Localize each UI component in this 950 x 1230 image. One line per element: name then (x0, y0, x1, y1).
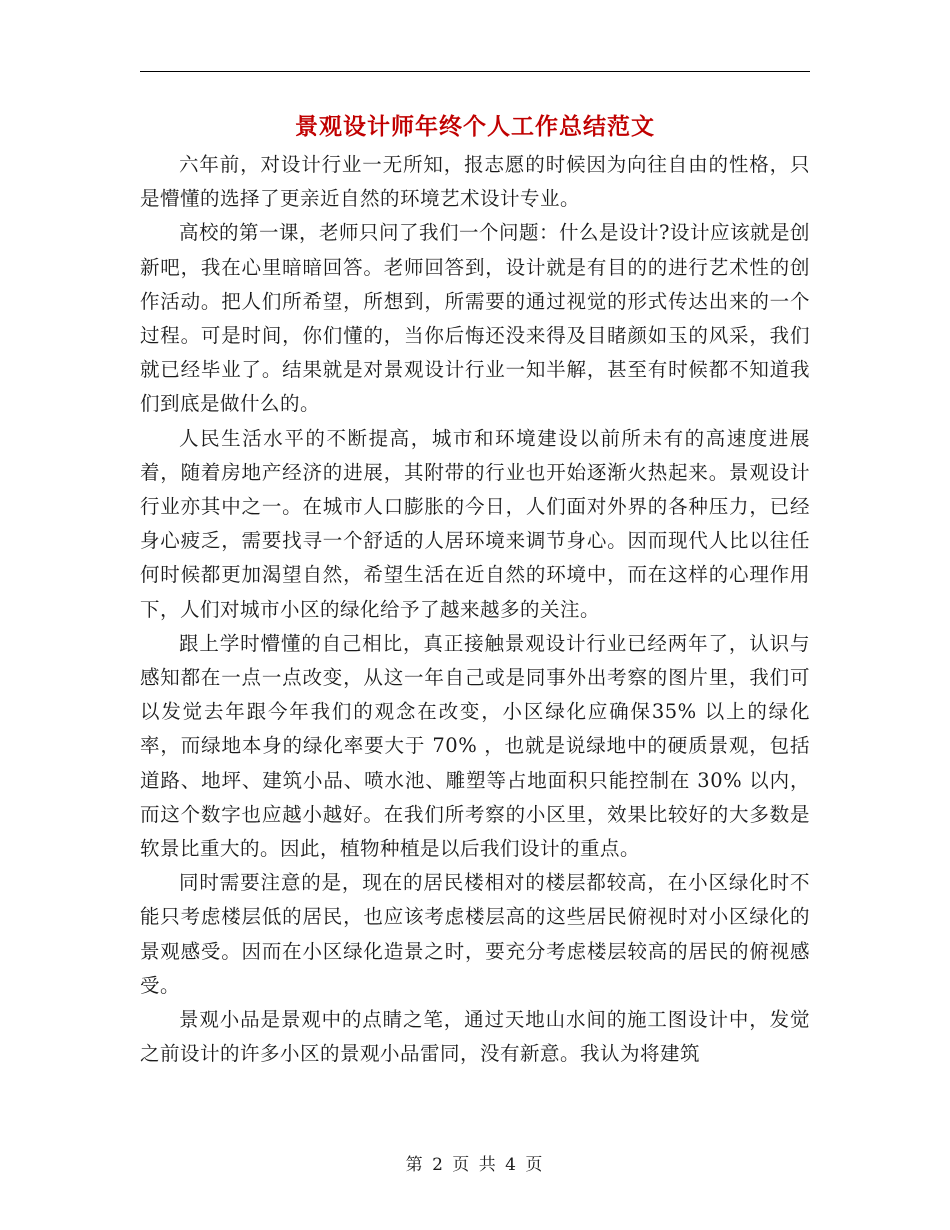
page-footer: 第 2 页 共 4 页 (405, 1155, 545, 1175)
paragraph: 跟上学时懵懂的自己相比，真正接触景观设计行业已经两年了，认识与感知都在一点一点改变，从这一年自己或是同事外出考察的图片里，我们可以发觉去年跟今年我们的观念在改变，小区绿化应确保35% 以上的绿化率，而绿地本身的绿化率要大于 70% ，也就是说绿地中的硬质景观，包括道路、地坪、建筑小品、喷水池、雕塑等占地面积只能控制在 30% 以内，而这个数字也应越小越好。在我们所考察的小区里，效果比较好的大多数是软景比重大的。因此，植物种植是以后我们设计的重点。 (140, 631, 810, 861)
paragraph: 景观小品是景观中的点睛之笔，通过天地山水间的施工图设计中，发觉之前设计的许多小区的景观小品雷同，没有新意。我认为将建筑 (140, 1008, 810, 1066)
paragraph: 高校的第一课，老师只问了我们一个问题：什么是设计?设计应该就是创新吧，我在心里暗暗回答。老师回答到，设计就是有目的的进行艺术性的创作活动。把人们所希望，所想到，所需要的通过视觉的形式传达出来的一个过程。可是时间，你们懂的，当你后悔还没来得及目睹颜如玉的风采，我们就已经毕业了。结果就是对景观设计行业一知半解，甚至有时候都不知道我们到底是做什么的。 (140, 221, 810, 416)
document-title: 景观设计师年终个人工作总结范文 (295, 113, 655, 140)
paragraph: 六年前，对设计行业一无所知，报志愿的时候因为向往自由的性格，只是懵懂的选择了更亲近自然的环境艺术设计专业。 (140, 153, 810, 211)
document-body (140, 148, 810, 1071)
header-rule (140, 71, 810, 72)
paragraph: 同时需要注意的是，现在的居民楼相对的楼层都较高，在小区绿化时不能只考虑楼层低的居民，也应该考虑楼层高的这些居民俯视时对小区绿化的景观感受。因而在小区绿化造景之时，要充分考虑楼层较高的居民的俯视感受。 (140, 871, 810, 997)
paragraph: 人民生活水平的不断提高，城市和环境建设以前所未有的高速度进展着，随着房地产经济的进展，其附带的行业也开始逐渐火热起来。景观设计行业亦其中之一。在城市人口膨胀的今日，人们面对外界的各种压力，已经身心疲乏，需要找寻一个舒适的人居环境来调节身心。因而现代人比以往任何时候都更加渴望自然，希望生活在近自然的环境中，而在这样的心理作用下，人们对城市小区的绿化给予了越来越多的关注。 (140, 426, 810, 621)
